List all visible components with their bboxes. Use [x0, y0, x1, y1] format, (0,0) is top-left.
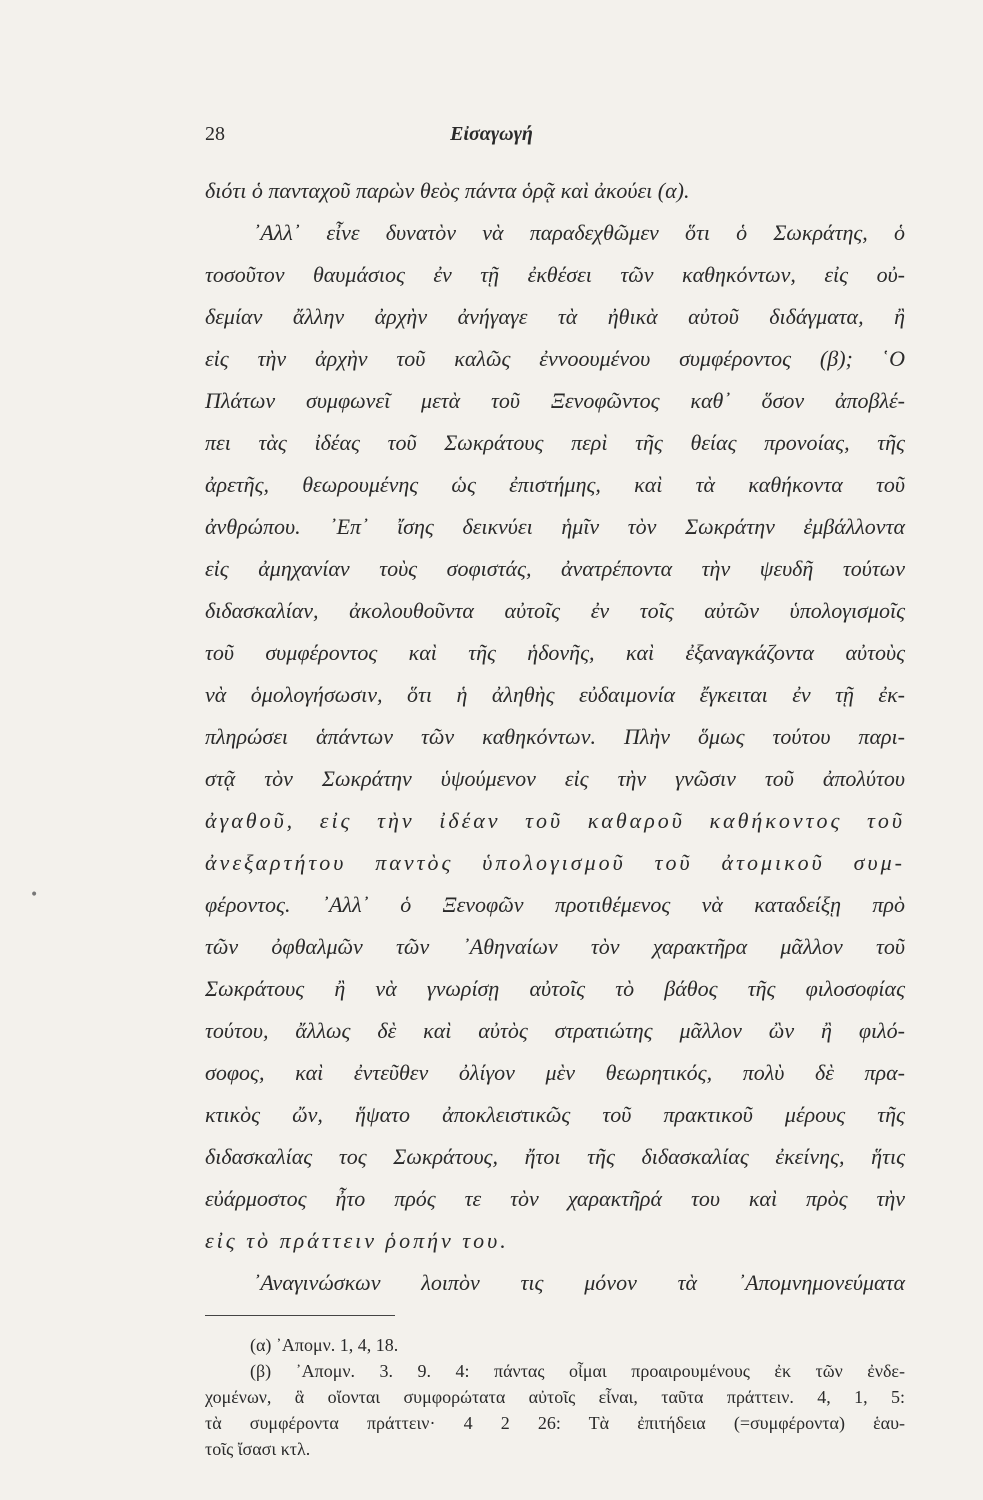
body-line: ἀρετῆς, θεωρουμένης ὡς ἐπιστήμης, καὶ τὰ καθήκοντα τοῦ: [205, 472, 905, 497]
body-line: σοφος, καὶ ἐντεῦθεν ὀλίγον μὲν θεωρητικός, πολὺ δὲ πρα-: [205, 1060, 905, 1085]
body-line: τοσοῦτον θαυμάσιος ἐν τῇ ἐκθέσει τῶν καθηκόντων, εἰς οὐ-: [205, 262, 905, 287]
margin-mark: •: [30, 887, 39, 903]
body-line: Σωκράτους ἢ νὰ γνωρίσῃ αὐτοῖς τὸ βάθος τῆς φιλοσοφίας: [205, 976, 905, 1001]
body-line: κτικὸς ὤν, ἥψατο ἀποκλειστικῶς τοῦ πρακτικοῦ μέρους τῆς: [205, 1102, 905, 1127]
body-line: πει τὰς ἰδέας τοῦ Σωκράτους περὶ τῆς θείας προνοίας, τῆς: [205, 430, 905, 455]
body-line: νὰ ὁμολογήσωσιν, ὅτι ἡ ἀληθὴς εὐδαιμονία ἔγκειται ἐν τῇ ἐκ-: [205, 682, 905, 707]
body-line: εἰς τὴν ἀρχὴν τοῦ καλῶς ἐννοουμένου συμφέροντος (β); ῾Ο: [205, 346, 905, 371]
body-line: εἰς τὸ πράττειν ῥοπήν του.: [205, 1228, 509, 1253]
body-line: διότι ὁ πανταχοῦ παρὼν θεὸς πάντα ὁρᾷ καὶ ἀκούει (α).: [205, 178, 690, 203]
body-line: ᾿Αναγινώσκων λοιπὸν τις μόνον τὰ ᾿Απομνημονεύματα: [253, 1270, 905, 1295]
body-line: πληρώσει ἁπάντων τῶν καθηκόντων. Πλὴν ὅμως τούτου παρι-: [205, 724, 905, 749]
footnote-line: τοῖς ἴσασι κτλ.: [205, 1439, 311, 1459]
body-line: στᾷ τὸν Σωκράτην ὑψούμενον εἰς τὴν γνῶσιν τοῦ ἀπολύτου: [205, 766, 905, 791]
body-line: ἀγαθοῦ, εἰς τὴν ἰδέαν τοῦ καθαροῦ καθήκοντος τοῦ: [205, 808, 905, 833]
body-line: Πλάτων συμφωνεῖ μετὰ τοῦ Ξενοφῶντος καθ᾿ ὅσον ἀποβλέ-: [205, 388, 905, 413]
body-line: διδασκαλίαν, ἀκολουθοῦντα αὐτοῖς ἐν τοῖς αὐτῶν ὑπολογισμοῖς: [205, 598, 905, 623]
running-title: Εἰσαγωγή: [450, 123, 533, 145]
footnote-rule: [205, 1315, 395, 1316]
footnote-line: (β) ᾿Απομν. 3. 9. 4: πάντας οἶμαι προαιρουμένους ἐκ τῶν ἐνδε-: [250, 1361, 905, 1381]
body-line: ἀνθρώπου. ᾿Επ᾿ ἴσης δεικνύει ἡμῖν τὸν Σωκράτην ἐμβάλλοντα: [205, 514, 905, 539]
page-number: 28: [205, 123, 225, 145]
footnote-line: τὰ συμφέροντα πράττειν· 4 2 26: Τὰ ἐπιτήδεια (=συμφέροντα) ἑαυ-: [205, 1413, 905, 1433]
body-line: ᾿Αλλ᾿ εἶνε δυνατὸν νὰ παραδεχθῶμεν ὅτι ὁ Σωκράτης, ὁ: [253, 220, 905, 245]
footnote-line: (α) ᾿Απομν. 1, 4, 18.: [250, 1335, 399, 1355]
body-line: φέροντος. ᾿Αλλ᾿ ὁ Ξενοφῶν προτιθέμενος νὰ καταδείξῃ πρὸ: [205, 892, 905, 917]
body-line: εὐάρμοστος ἦτο πρός τε τὸν χαρακτῆρά του καὶ πρὸς τὴν: [205, 1186, 905, 1211]
body-line: τῶν ὀφθαλμῶν τῶν ᾿Αθηναίων τὸν χαρακτῆρα μᾶλλον τοῦ: [205, 934, 905, 959]
body-line: τούτου, ἄλλως δὲ καὶ αὐτὸς στρατιώτης μᾶλλον ὢν ἢ φιλό-: [205, 1018, 905, 1043]
footnote-line: χομένων, ἃ οἴονται συμφορώτατα αὐτοῖς εἶναι, ταῦτα πράττειν. 4, 1, 5:: [205, 1387, 905, 1407]
body-line: δεμίαν ἄλλην ἀρχὴν ἀνήγαγε τὰ ἠθικὰ αὐτοῦ διδάγματα, ἢ: [205, 304, 905, 329]
body-line: ἀνεξαρτήτου παντὸς ὑπολογισμοῦ τοῦ ἀτομικοῦ συμ-: [205, 850, 905, 875]
body-line: τοῦ συμφέροντος καὶ τῆς ἡδονῆς, καὶ ἐξαναγκάζοντα αὐτοὺς: [205, 640, 905, 665]
body-line: εἰς ἀμηχανίαν τοὺς σοφιστάς, ἀνατρέποντα τὴν ψευδῆ τούτων: [205, 556, 905, 581]
body-line: διδασκαλίας τος Σωκράτους, ἤτοι τῆς διδασκαλίας ἐκείνης, ἥτις: [205, 1144, 905, 1169]
